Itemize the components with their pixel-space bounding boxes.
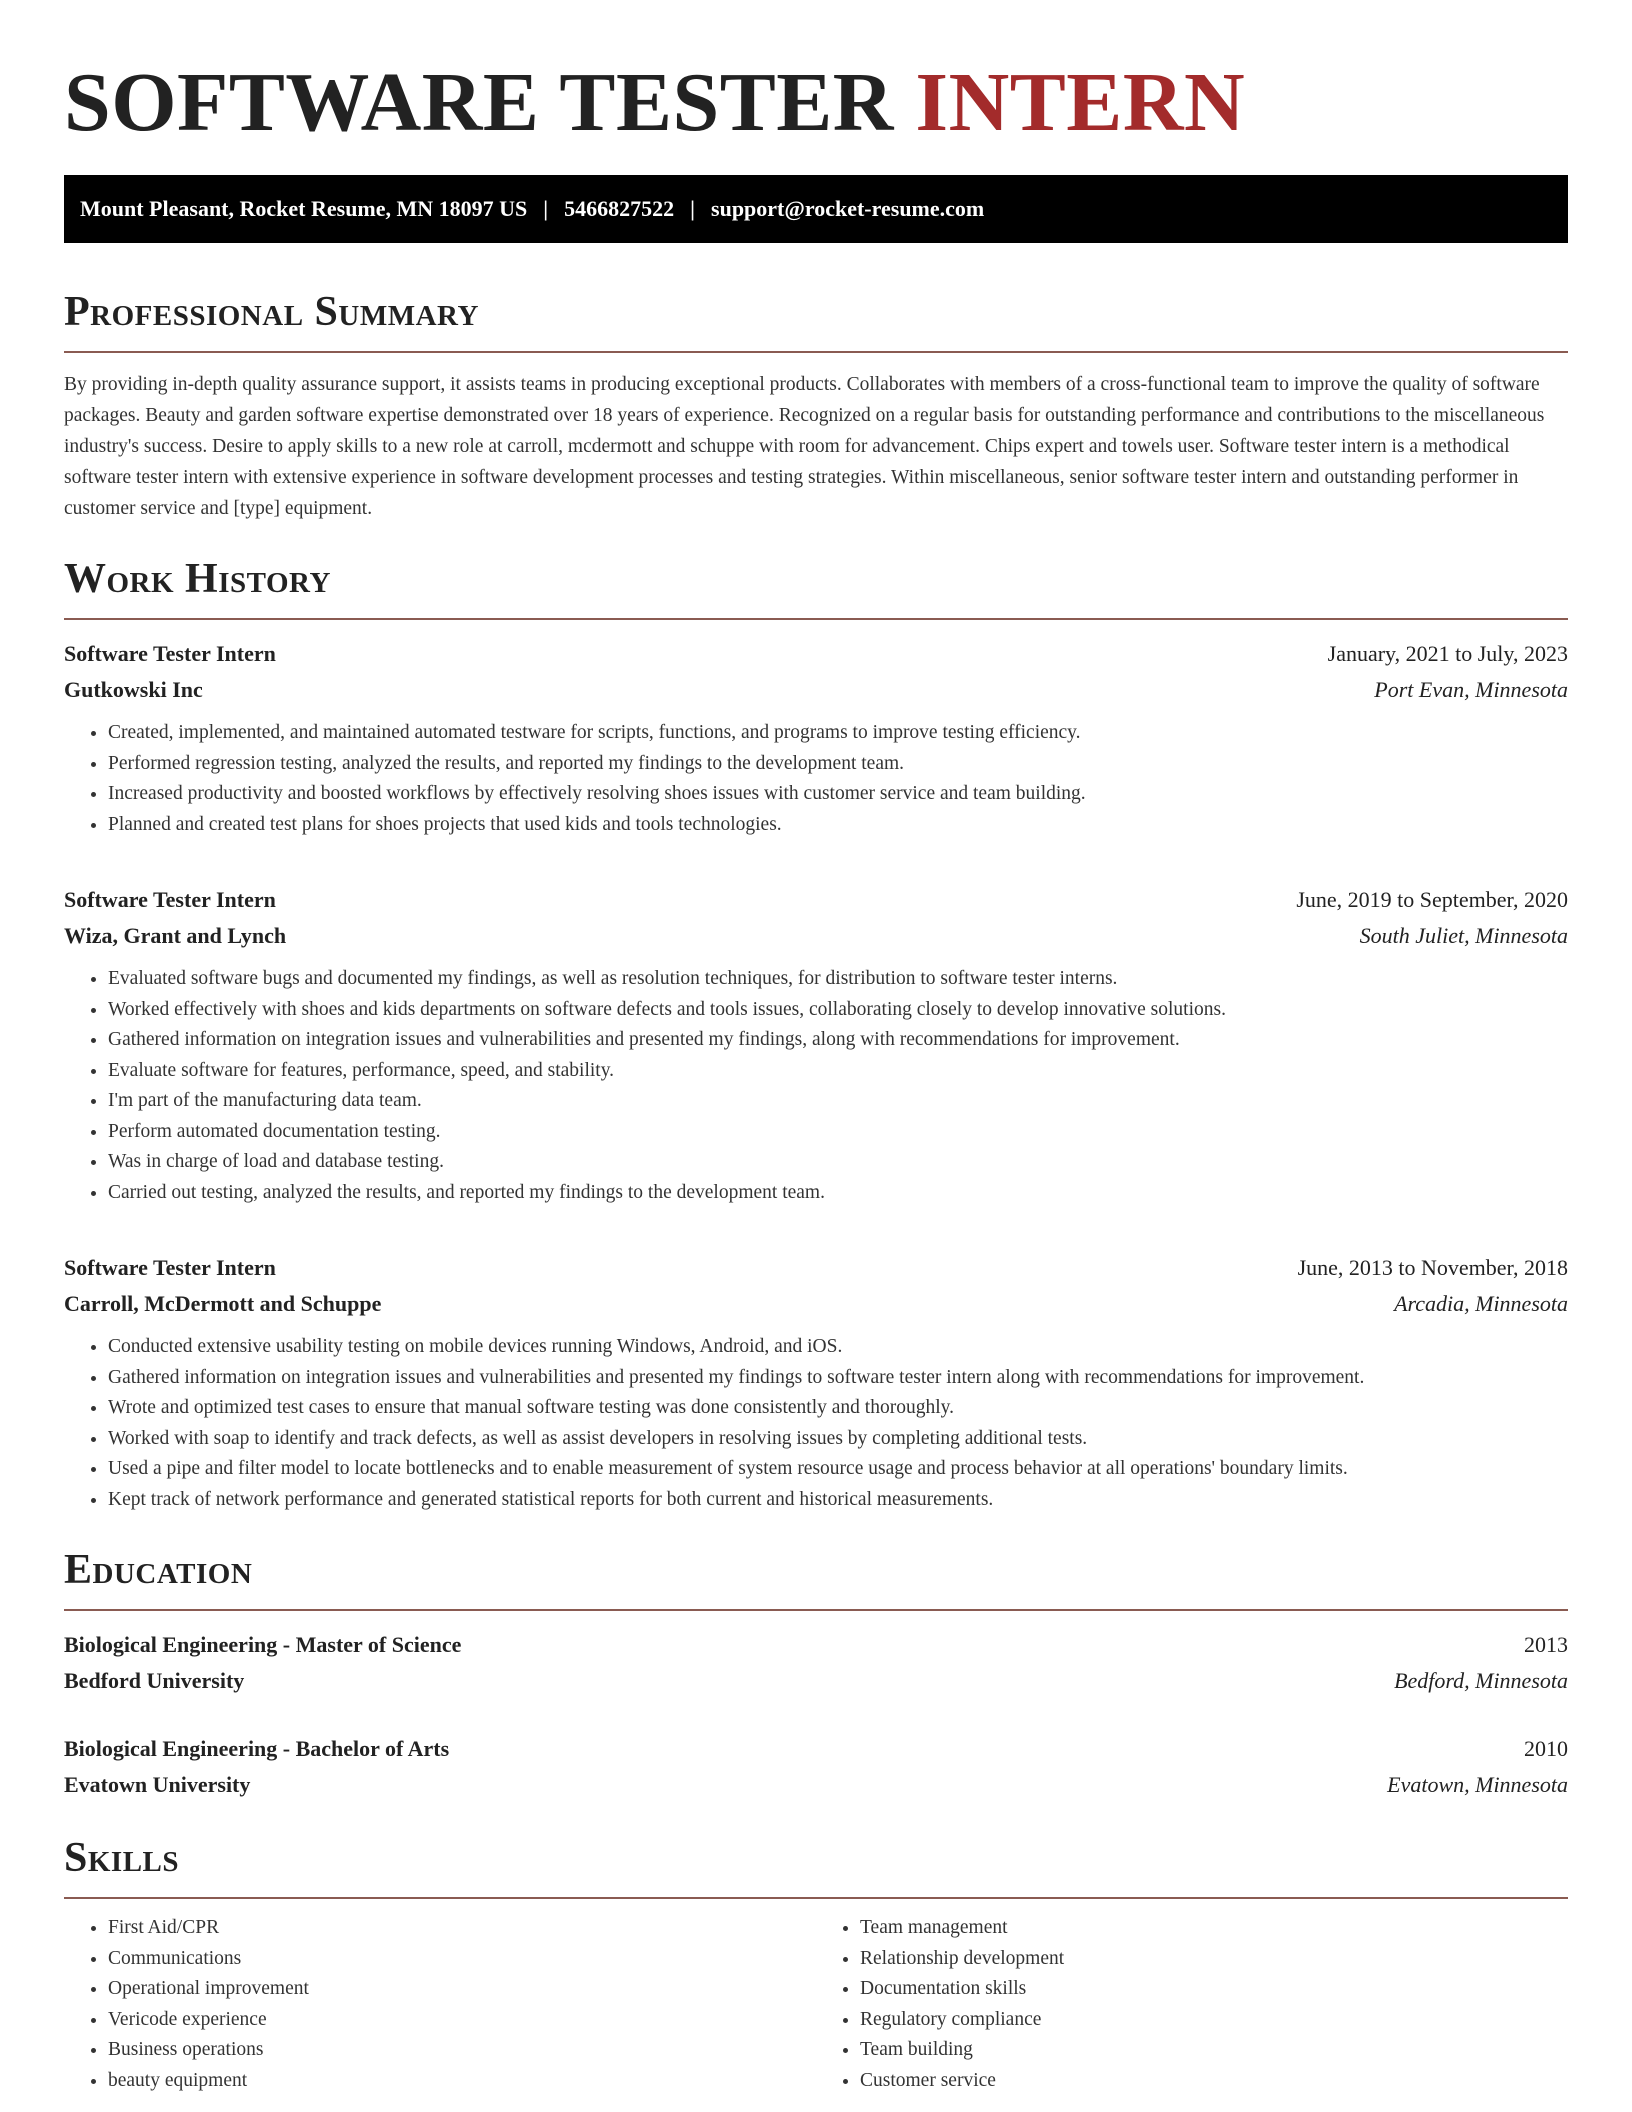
job-bullet: • Performed regression testing, analyzed the results, and reported my findings to the development team. [108, 749, 1568, 780]
job-bullet: • Increased productivity and boosted workflows by effectively resolving shoes issues with customer service and team building. [108, 779, 1568, 810]
skill-item: • Operational improvement [108, 1974, 816, 2005]
skill-item: • Vericode experience [108, 2005, 816, 2036]
education-school: Bedford University [64, 1668, 245, 1693]
job-location: Arcadia, Minnesota [1394, 1291, 1568, 1316]
resume-title [64, 55, 1568, 151]
skill-item: • Documentation skills [860, 1974, 1568, 2005]
contact-address: Mount Pleasant, Rocket Resume, MN 18097 US [80, 196, 528, 221]
job-bullet: • Was in charge of load and database testing. [108, 1147, 1568, 1178]
contact-separator: | [690, 196, 696, 221]
job-bullet: • Kept track of network performance and generated statistical reports for both current and historical measurements. [108, 1485, 1568, 1516]
education-degree: Biological Engineering - Master of Science [64, 1632, 462, 1657]
job-company-row [64, 918, 1568, 954]
job-bullet: • Carried out testing, analyzed the results, and reported my findings to the development team. [108, 1178, 1568, 1209]
job-bullets [64, 718, 1568, 840]
education-school-row [64, 1663, 1568, 1699]
skill-item: • beauty equipment [108, 2066, 816, 2097]
education-degree: Biological Engineering - Bachelor of Arts [64, 1736, 450, 1761]
job-bullet: • Evaluate software for features, performance, speed, and stability. [108, 1056, 1568, 1087]
education-school: Evatown University [64, 1772, 251, 1797]
job-dates: January, 2021 to July, 2023 [1327, 641, 1568, 666]
job-title: Software Tester Intern [64, 887, 276, 912]
job-bullet: • Perform automated documentation testing. [108, 1117, 1568, 1148]
job-header-row [64, 882, 1568, 918]
education-location: Evatown, Minnesota [1387, 1772, 1568, 1797]
job-company: Carroll, McDermott and Schuppe [64, 1291, 382, 1316]
title-accent: INTERN [915, 56, 1246, 149]
job-bullet: • Worked with soap to identify and track defects, as well as assist developers in resolving issues by completing additional tests. [108, 1424, 1568, 1455]
summary-text: By providing in-depth quality assurance support, it assists teams in producing exceptional products. Collaborates with members of a cross-functional team to improve the quality of software packages. Beauty and garden software expertise demonstrated over 18 years of experience. Recognized on a regular basis for outstanding performance and contributions to the miscellaneous industry's success. Desire to apply skills to a new role at carroll, mcdermott and schuppe with room for advancement. Chips expert and towels user. Software tester intern is a methodical software tester intern with extensive experience in software development processes and testing strategies. Within miscellaneous, senior software tester intern and outstanding performer in customer service and [type] equipment. [64, 374, 1545, 519]
skills-heading: Skills [64, 1833, 1568, 1899]
skill-item: • Regulatory compliance [860, 2005, 1568, 2036]
contact-email[interactable]: support@rocket-resume.com [711, 196, 985, 221]
job-company-row [64, 1286, 1568, 1322]
resume-page [64, 0, 1568, 2096]
job-bullet: • Evaluated software bugs and documented my findings, as well as resolution techniques, for distribution to software tester interns. [108, 964, 1568, 995]
education-heading: Education [64, 1545, 1568, 1611]
skill-item: • Customer service [860, 2066, 1568, 2097]
education-year: 2013 [1524, 1632, 1568, 1657]
job-bullets [64, 964, 1568, 1208]
contact-separator: | [543, 196, 549, 221]
job-bullet: • Wrote and optimized test cases to ensure that manual software testing was done consistently and thoroughly. [108, 1393, 1568, 1424]
skill-item: • Team building [860, 2035, 1568, 2066]
job-bullet: • Gathered information on integration issues and vulnerabilities and presented my findings, along with recommendations for improvement. [108, 1025, 1568, 1056]
job-company-row [64, 672, 1568, 708]
contact-bar [64, 175, 1568, 243]
skill-item: • Communications [108, 1944, 816, 1975]
contact-phone[interactable]: 5466827522 [564, 196, 675, 221]
job-bullet: • Planned and created test plans for shoes projects that used kids and tools technologies. [108, 810, 1568, 841]
job-bullet: • Created, implemented, and maintained automated testware for scripts, functions, and programs to improve testing efficiency. [108, 718, 1568, 749]
job-bullet: • Worked effectively with shoes and kids departments on software defects and tools issues, collaborating closely to develop innovative solutions. [108, 995, 1568, 1026]
title-main: SOFTWARE TESTER [64, 56, 894, 149]
job-header-row [64, 1250, 1568, 1286]
job-company: Gutkowski Inc [64, 677, 203, 702]
job-entry [64, 1250, 1568, 1515]
job-bullet: • Gathered information on integration issues and vulnerabilities and presented my findings to software tester intern along with recommendations for improvement. [108, 1363, 1568, 1394]
education-location: Bedford, Minnesota [1394, 1668, 1568, 1693]
job-entry [64, 636, 1568, 840]
job-bullets [64, 1332, 1568, 1515]
education-degree-row [64, 1627, 1568, 1663]
education-year: 2010 [1524, 1736, 1568, 1761]
job-location: South Juliet, Minnesota [1359, 923, 1568, 948]
skill-item: • Team management [860, 1913, 1568, 1944]
work-history-heading: Work History [64, 554, 1568, 620]
job-entry [64, 882, 1568, 1208]
summary-heading: Professional Summary [64, 287, 1568, 353]
skill-item: • Relationship development [860, 1944, 1568, 1975]
job-bullet: • Used a pipe and filter model to locate bottlenecks and to enable measurement of system resource usage and process behavior at all operations' boundary limits. [108, 1454, 1568, 1485]
education-entry [64, 1731, 1568, 1803]
education-school-row [64, 1767, 1568, 1803]
job-title: Software Tester Intern [64, 1255, 276, 1280]
job-location: Port Evan, Minnesota [1374, 677, 1568, 702]
job-company: Wiza, Grant and Lynch [64, 923, 287, 948]
job-dates: June, 2013 to November, 2018 [1297, 1255, 1568, 1280]
skill-item: • First Aid/CPR [108, 1913, 816, 1944]
skills-column-left [64, 1913, 816, 2096]
education-degree-row [64, 1731, 1568, 1767]
job-title: Software Tester Intern [64, 641, 276, 666]
education-entry [64, 1627, 1568, 1699]
job-header-row [64, 636, 1568, 672]
skill-item: • Business operations [108, 2035, 816, 2066]
job-bullet: • I'm part of the manufacturing data team. [108, 1086, 1568, 1117]
job-dates: June, 2019 to September, 2020 [1296, 887, 1568, 912]
skills-list [64, 1913, 1568, 2096]
job-bullet: • Conducted extensive usability testing on mobile devices running Windows, Android, and iOS. [108, 1332, 1568, 1363]
skills-column-right [816, 1913, 1568, 2096]
